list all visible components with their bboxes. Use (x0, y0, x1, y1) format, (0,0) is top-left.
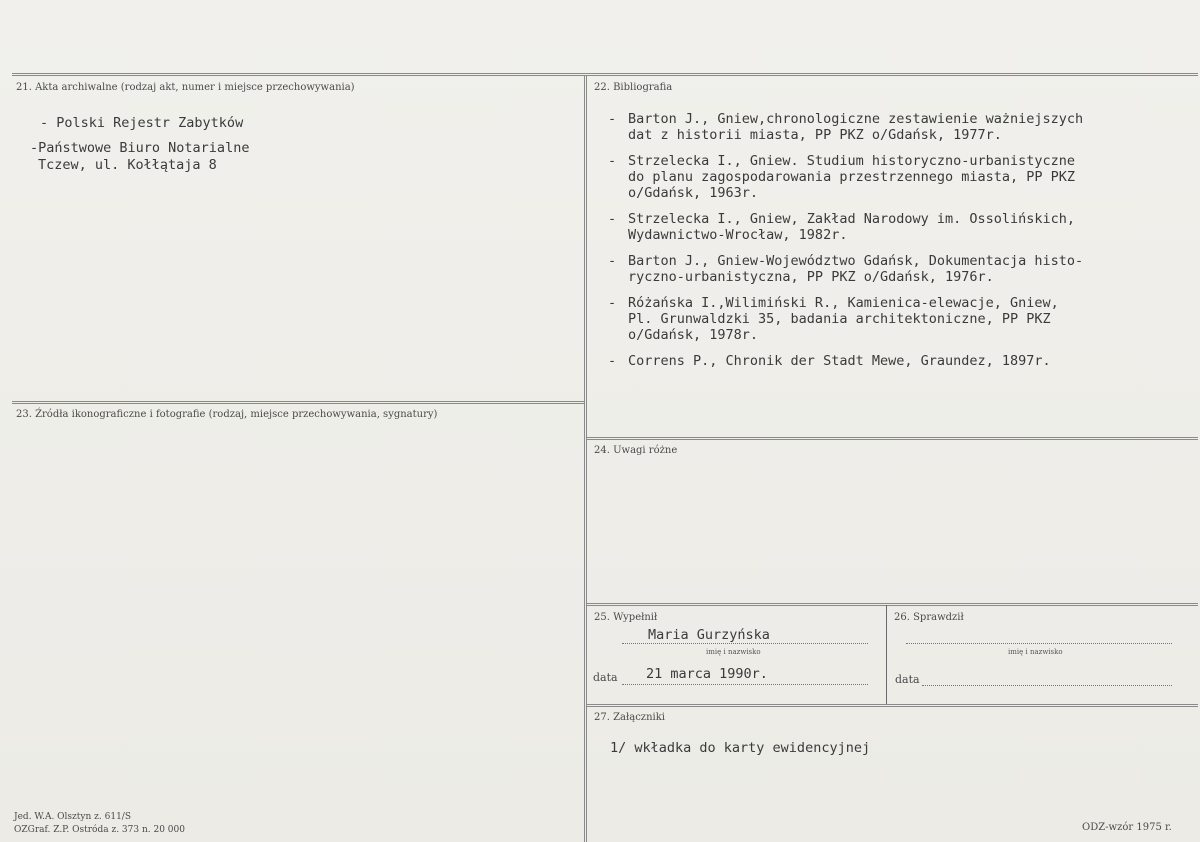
bibliography-line: ryczno-urbanistyczna, PP PKZ o/Gdańsk, 1976r. (628, 269, 994, 285)
bibliography-text (628, 253, 1083, 285)
archival-line-2: -Państwowe Biuro Notarialne (30, 140, 250, 156)
bibliography-text (628, 211, 1075, 243)
section-23-label: 23. Źródła ikonograficzne i fotografie (rodzaj, miejsce przechowywania, sygnatury) (16, 409, 438, 420)
bibliography-text (628, 353, 1051, 369)
filled-by-name-line (622, 643, 868, 644)
bibliography-line: Różańska I.,Wilimiński R., Kamienica-elewacje, Gniew, (628, 295, 1059, 311)
bibliography-dash: - (608, 153, 617, 169)
bibliography-dash: - (608, 295, 617, 311)
bibliography-line: Strzelecka I., Gniew, Zakład Narodowy im. Ossolińskich, (628, 211, 1076, 227)
bibliography-dash: - (608, 253, 617, 269)
section-22-label: 22. Bibliografia (594, 82, 673, 93)
filled-by-name: Maria Gurzyńska (648, 627, 770, 643)
checked-by-date-line (922, 685, 1172, 686)
section-26-label: 26. Sprawdził (894, 612, 964, 623)
footer-print-line-2: OZGraf. Z.P. Ostróda z. 373 n. 20 000 (14, 825, 185, 835)
bibliography-text (628, 295, 1059, 343)
section-25-label: 25. Wypełnił (594, 612, 658, 623)
bibliography-line: Barton J., Gniew-Województwo Gdańsk, Dokumentacja histo- (628, 253, 1084, 269)
checked-by-name-line (906, 643, 1172, 644)
bibliography-line: Barton J., Gniew,chronologiczne zestawienie ważniejszych (628, 111, 1084, 127)
archival-line-3: Tczew, ul. Kołłątaja 8 (38, 157, 217, 173)
section-27-label: 27. Załączniki (594, 712, 665, 723)
archival-line-1: - Polski Rejestr Zabytków (40, 115, 244, 131)
filled-by-name-caption: imię i nazwisko (706, 648, 761, 656)
rule-25-27 (586, 704, 1198, 707)
section-21-label: 21. Akta archiwalne (rodzaj akt, numer i miejsce przechowywania) (16, 82, 355, 93)
bibliography-line: Pl. Grunwaldzki 35, badania architektoniczne, PP PKZ (628, 311, 1051, 327)
bibliography-text (628, 153, 1075, 201)
footer-print-line-1: Jed. W.A. Olsztyn z. 611/S (14, 812, 131, 822)
filled-by-date: 21 marca 1990r. (646, 666, 768, 682)
rule-21-23 (12, 401, 585, 404)
attachment-line-1: 1/ wkładka do karty ewidencyjnej (610, 740, 871, 756)
bibliography-dash: - (608, 111, 617, 127)
bibliography-line: dat z historii miasta, PP PKZ o/Gdańsk, 1977r. (628, 127, 1002, 143)
bibliography-line: o/Gdańsk, 1963r. (628, 185, 759, 201)
bibliography-line: o/Gdańsk, 1978r. (628, 327, 759, 343)
bibliography-dash: - (608, 353, 617, 369)
rule-22-24 (586, 437, 1198, 440)
bibliography-line: Correns P., Chronik der Stadt Mewe, Graundez, 1897r. (628, 353, 1051, 369)
center-divider (584, 75, 587, 842)
top-rule (12, 73, 1198, 76)
bibliography-dash: - (608, 211, 617, 227)
bibliography-line: Wydawnictwo-Wrocław, 1982r. (628, 227, 848, 243)
bibliography-line: do planu zagospodarowania przestrzennego miasta, PP PKZ (628, 169, 1076, 185)
divider-25-26 (886, 605, 887, 705)
filled-by-date-label: data (593, 671, 618, 684)
checked-by-name-caption: imię i nazwisko (1008, 648, 1063, 656)
rule-24-25 (586, 603, 1198, 606)
bibliography-line: Strzelecka I., Gniew. Studium historyczno-urbanistyczne (628, 153, 1076, 169)
filled-by-date-line (622, 684, 868, 685)
footer-form-code: ODZ-wzór 1975 r. (1082, 822, 1172, 833)
bibliography-text (628, 111, 1083, 143)
checked-by-date-label: data (895, 673, 920, 686)
section-24-label: 24. Uwagi różne (594, 445, 678, 456)
